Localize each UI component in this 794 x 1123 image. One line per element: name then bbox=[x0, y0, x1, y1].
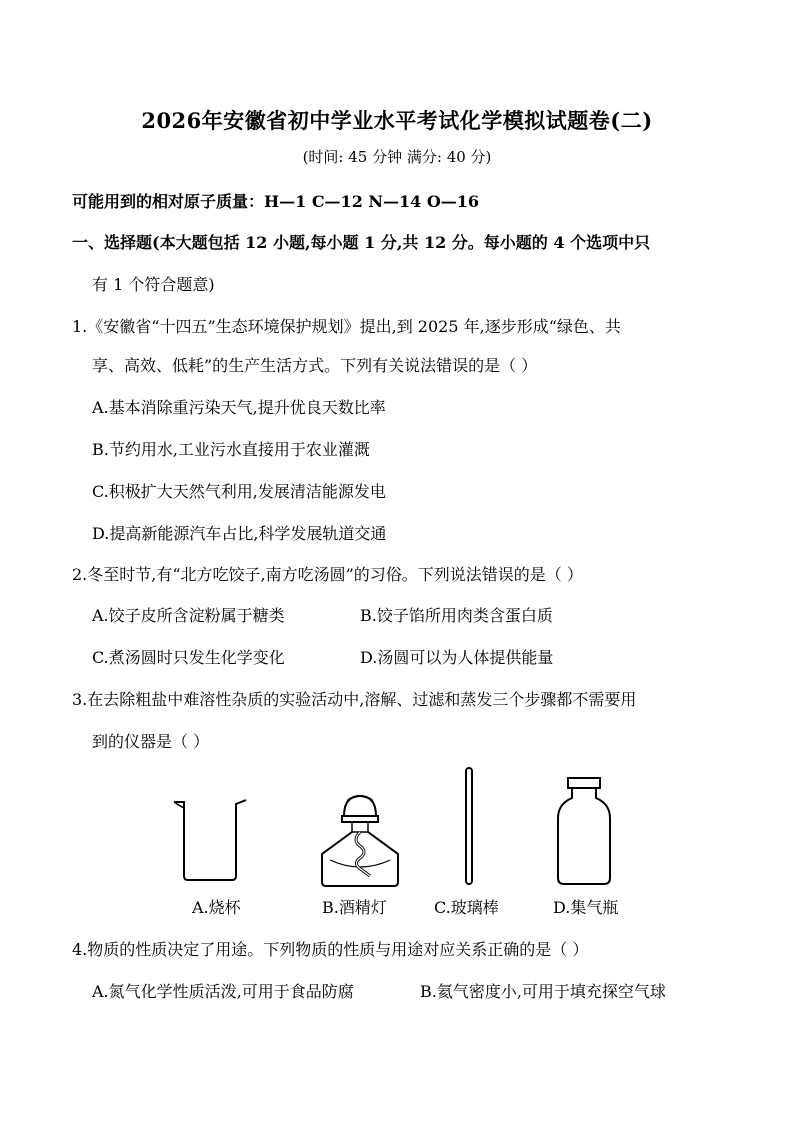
section-heading-line2: 有 1 个符合题意) bbox=[92, 275, 215, 294]
question-3-option-c[interactable]: C.玻璃棒 bbox=[434, 898, 499, 917]
question-1-option-a[interactable]: A.基本消除重污染天气,提升优良天数比率 bbox=[92, 398, 386, 417]
alcohol-lamp-icon bbox=[312, 788, 408, 888]
question-2-option-d[interactable]: D.汤圆可以为人体提供能量 bbox=[360, 648, 554, 667]
question-2-option-c[interactable]: C.煮汤圆时只发生化学变化 bbox=[92, 648, 285, 667]
question-1-option-d[interactable]: D.提高新能源汽车占比,科学发展轨道交通 bbox=[92, 524, 387, 543]
exam-title: 2026年安徽省初中学业水平考试化学模拟试题卷(二) bbox=[141, 108, 653, 133]
beaker-icon bbox=[170, 796, 254, 886]
question-3-stem-line2: 到的仪器是（ ） bbox=[92, 732, 210, 751]
question-1-stem-line2: 享、高效、低耗”的生产生活方式。下列有关说法错误的是（ ） bbox=[92, 356, 538, 375]
question-3-option-d[interactable]: D.集气瓶 bbox=[553, 898, 619, 917]
question-1-option-b[interactable]: B.节约用水,工业污水直接用于农业灌溉 bbox=[92, 440, 370, 459]
question-4-option-a[interactable]: A.氮气化学性质活泼,可用于食品防腐 bbox=[92, 982, 354, 1001]
atomic-masses: 可能用到的相对原子质量：H—1 C—12 N—14 O—16 bbox=[72, 192, 480, 211]
question-3-option-a[interactable]: A.烧杯 bbox=[192, 898, 241, 917]
question-3-option-b[interactable]: B.酒精灯 bbox=[322, 898, 387, 917]
exam-info: (时间: 45 分钟 满分: 40 分) bbox=[302, 148, 492, 166]
question-2-option-b[interactable]: B.饺子馅所用肉类含蛋白质 bbox=[360, 606, 553, 625]
question-2-option-a[interactable]: A.饺子皮所含淀粉属于糖类 bbox=[92, 606, 285, 625]
question-3-stem-line1: 3.在去除粗盐中难溶性杂质的实验活动中,溶解、过滤和蒸发三个步骤都不需要用 bbox=[72, 690, 637, 709]
question-1-stem-line1: 1.《安徽省“十四五”生态环境保护规划》提出,到 2025 年,逐步形成“绿色、共 bbox=[72, 317, 621, 336]
section-heading-line1: 一、选择题(本大题包括 12 小题,每小题 1 分,共 12 分。每小题的 4 个选项中只 bbox=[72, 233, 651, 252]
question-4-stem: 4.物质的性质决定了用途。下列物质的性质与用途对应关系正确的是（ ） bbox=[72, 940, 589, 959]
glass-rod-icon bbox=[462, 766, 476, 886]
question-4-option-b[interactable]: B.氦气密度小,可用于填充探空气球 bbox=[420, 982, 666, 1001]
gas-bottle-icon bbox=[554, 776, 614, 886]
question-1-option-c[interactable]: C.积极扩大天然气利用,发展清洁能源发电 bbox=[92, 482, 386, 501]
question-2-stem: 2.冬至时节,有“北方吃饺子,南方吃汤圆”的习俗。下列说法错误的是（ ） bbox=[72, 565, 583, 584]
